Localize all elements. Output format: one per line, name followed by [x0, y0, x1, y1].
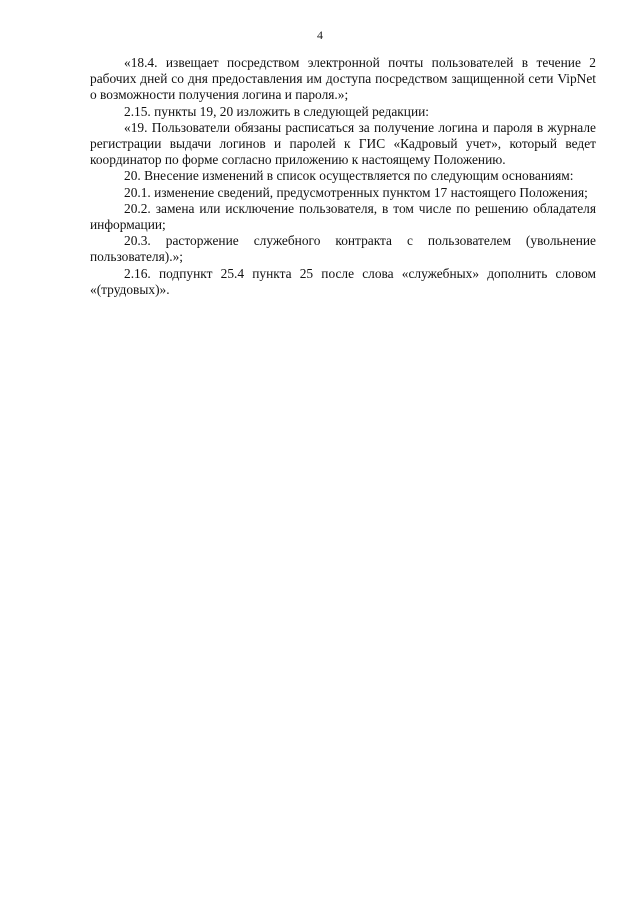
paragraph-18-4: «18.4. извещает посредством электронной почты пользователей в течение 2 рабочих дней со дня предоставления им доступа посредством защищенной сети VipNet о возможности получения логина и пароля.»;: [90, 55, 596, 103]
paragraph-2-15: 2.15. пункты 19, 20 изложить в следующей редакции:: [124, 103, 430, 119]
document-body: [90, 55, 596, 298]
paragraph-19: «19. Пользователи обязаны расписаться за получение логина и пароля в журнале регистрации выдачи логинов и паролей к ГИС «Кадровый учет», который ведет координатор по форме согласно приложению к настоящему Положению.: [90, 119, 596, 168]
page-number: 4: [317, 28, 323, 42]
paragraph-2-16: 2.16. подпункт 25.4 пункта 25 после слова «служебных» дополнить словом «(трудовых)».: [90, 265, 596, 297]
paragraph-20: 20. Внесение изменений в список осуществляется по следующим основаниям:: [124, 168, 574, 184]
paragraph-20-1: 20.1. изменение сведений, предусмотренных пунктом 17 настоящего Положения;: [124, 184, 588, 200]
paragraph-20-3: 20.3. расторжение служебного контракта с пользователем (увольнение пользователя).»;: [90, 233, 596, 265]
paragraph-20-2: 20.2. замена или исключение пользователя, в том числе по решению обладателя информации;: [90, 200, 596, 233]
